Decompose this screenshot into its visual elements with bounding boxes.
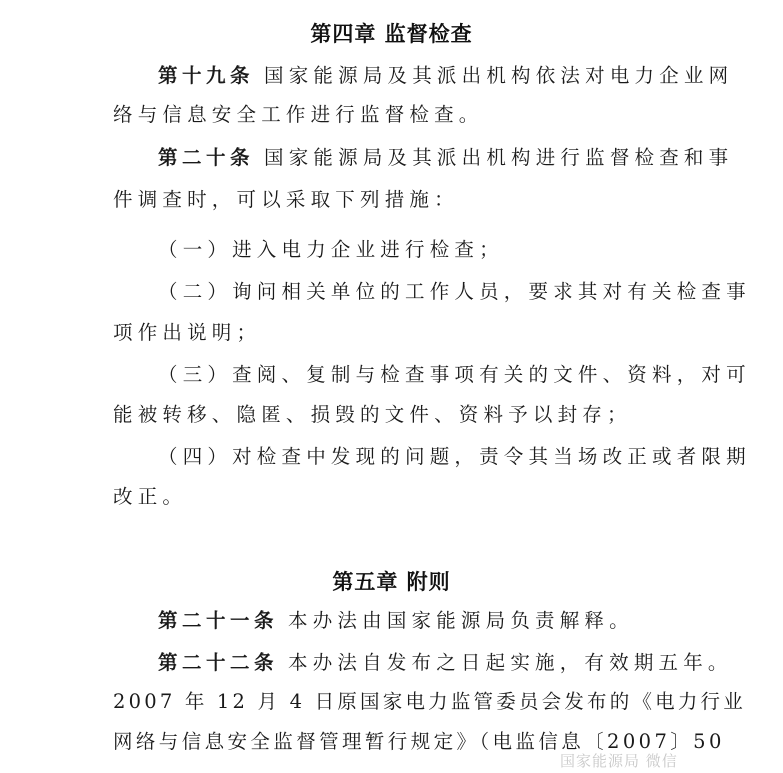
- measure-4-line-1: （四）对检查中发现的问题，责令其当场改正或者限期: [158, 445, 751, 468]
- measure-2-line-1: （二）询问相关单位的工作人员，要求其对有关检查事: [158, 280, 751, 303]
- measure-1: （一）进入电力企业进行检查；: [158, 238, 504, 261]
- measure-2-line-2: 项作出说明；: [113, 321, 262, 344]
- article-21-label: 第二十一条: [158, 609, 279, 632]
- article-22-line-3: 网络与信息安全监督管理暂行规定》（电监信息〔2007〕50: [113, 730, 725, 753]
- article-19-line-1: [158, 56, 734, 96]
- article-20-text-1: 国家能源局及其派出机构进行监督检查和事: [264, 146, 734, 169]
- article-20-line-1: [158, 138, 734, 178]
- measure-3-line-1: （三）查阅、复制与检查事项有关的文件、资料，对可: [158, 363, 751, 386]
- measure-4-line-2: 改正。: [113, 485, 188, 508]
- article-22-text-1: 本办法自发布之日起实施，有效期五年。: [288, 651, 733, 674]
- chapter-5-title: 第五章 附则: [332, 570, 451, 594]
- article-19-line-2: 络与信息安全工作进行监督检查。: [113, 103, 484, 126]
- article-22-line-2: 2007 年 12 月 4 日原国家电力监管委员会发布的《电力行业: [113, 690, 746, 713]
- chapter-4-title: 第四章 监督检查: [310, 22, 473, 46]
- article-22-label: 第二十二条: [158, 651, 279, 674]
- article-22-line-1: [158, 643, 733, 683]
- article-21-text: 本办法由国家能源局负责解释。: [288, 609, 634, 632]
- measure-3-line-2: 能被转移、隐匿、损毁的文件、资料予以封存；: [113, 403, 632, 426]
- watermark: 国家能源局 微信: [560, 752, 678, 770]
- article-21-line: [158, 601, 678, 641]
- article-19-text-1: 国家能源局及其派出机构依法对电力企业网: [264, 64, 734, 87]
- article-19-label: 第十九条: [158, 64, 255, 87]
- article-20-line-2: 件调查时，可以采取下列措施：: [113, 188, 459, 211]
- article-20-label: 第二十条: [158, 146, 255, 169]
